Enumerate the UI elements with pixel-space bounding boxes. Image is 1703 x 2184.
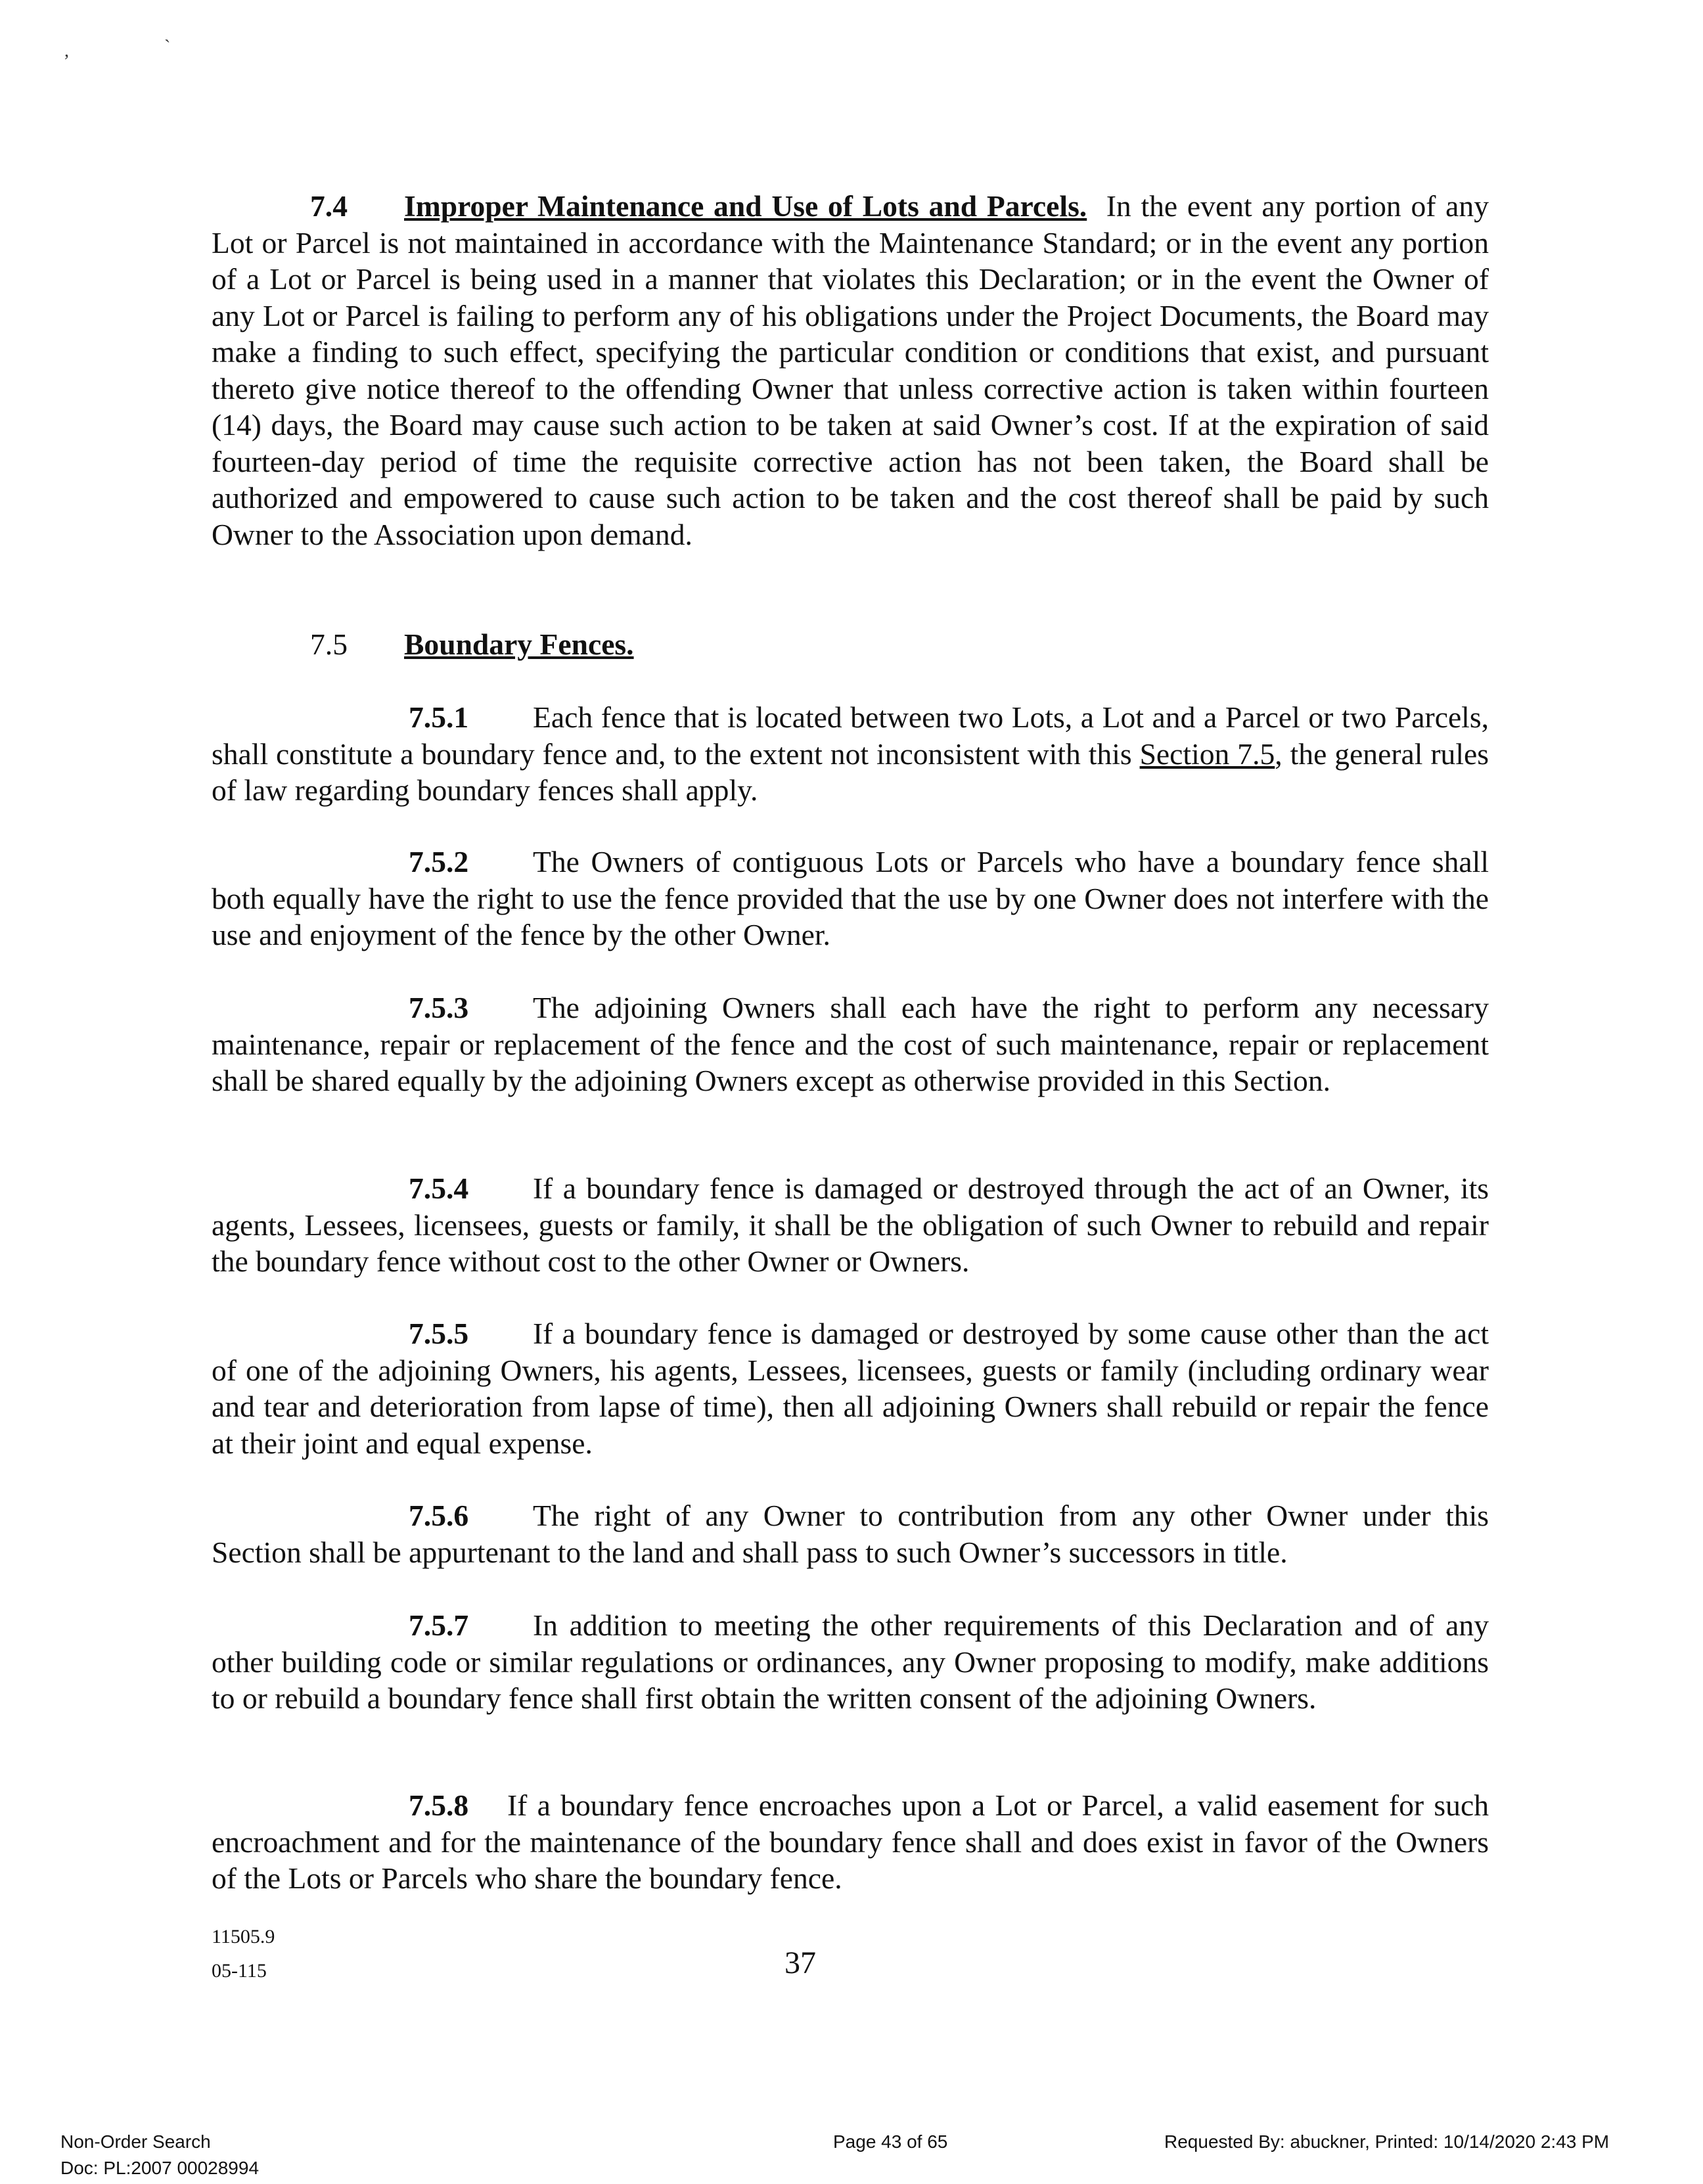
subsection-number: 7.5.5 xyxy=(409,1317,469,1350)
subsection-number: 7.5.4 xyxy=(409,1172,469,1205)
subsection-body: The adjoining Owners shall each have the right to perform any necessary maintenance, repair or replacement of the fence and the cost of such maintenance, repair or replacement shall be shared equally by the adjoining Owners except as otherwise provided in this Section. xyxy=(212,991,1489,1097)
subsection-number: 7.5.3 xyxy=(409,991,469,1024)
subsection-7-5-5 xyxy=(212,1315,1489,1461)
subsection-body: Each fence that is located between two Lots, a Lot and a Parcel or two Parcels, shall constitute a boundary fence and, to the extent not inconsistent with this xyxy=(212,700,1489,771)
subsection-7-5-8 xyxy=(212,1787,1489,1897)
section-7-5-title: Boundary Fences. xyxy=(404,627,634,661)
subsection-number: 7.5.1 xyxy=(409,700,469,734)
subsection-body-end: , the general rules of law regarding boundary fences shall apply. xyxy=(212,737,1489,807)
section-7-4-paragraph xyxy=(212,188,1489,553)
subsection-number: 7.5.7 xyxy=(409,1608,469,1642)
stamp-doc-id: Doc: PL:2007 00028994 xyxy=(60,2158,260,2178)
subsection-body: The Owners of contiguous Lots or Parcels who have a boundary fence shall both equally have the right to use the fence provided that the use by one Owner does not interfere with the use and enjoyment of the fence by the other Owner. xyxy=(212,845,1489,951)
section-7-4-number: 7.4 xyxy=(310,189,348,223)
section-7-4-body: In the event any portion of any Lot or Parcel is not maintained in accordance with the Maintenance Standard; or in the event any portion of a Lot or Parcel is being used in a manner that violates this Declaration; or in the event the Owner of any Lot or Parcel is failing to perform any of his obligations under the Project Documents, the Board may make a finding to such effect, specifying the particular condition or conditions that exist, and pursuant thereto give notice thereof to the offending Owner that unless corrective action is taken within fourteen (14) days, the Board may cause such action to be taken at said Owner’s cost. If at the expiration of said fourteen-day period of time the requisite corrective action has not been taken, the Board shall be authorized and empowered to cause such action to be taken and the cost thereof shall be paid by such Owner to the Association upon demand. xyxy=(212,189,1489,551)
subsection-7-5-3 xyxy=(212,990,1489,1099)
document-code-line-1: 11505.9 xyxy=(212,1926,275,1947)
subsection-7-5-4 xyxy=(212,1170,1489,1280)
page-number: 37 xyxy=(784,1945,816,1980)
scan-speck: ` xyxy=(164,37,171,57)
subsection-7-5-7 xyxy=(212,1607,1489,1717)
scan-speck: , xyxy=(64,41,69,61)
subsection-body: The right of any Owner to contribution from any other Owner under this Section shall be appurtenant to the land and shall pass to such Owner’s successors in title. xyxy=(212,1499,1489,1569)
subsection-7-5-1 xyxy=(212,699,1489,809)
stamp-search-type: Non-Order Search xyxy=(60,2131,211,2152)
subsection-body: If a boundary fence is damaged or destroyed by some cause other than the act of one of the adjoining Owners, his agents, Lessees, licensees, guests or family (including ordinary wear and tear and deterioration from lapse of time), then all adjoining Owners shall rebuild or repair the fence at their joint and equal expense. xyxy=(212,1317,1489,1460)
document-code-line-2: 05-115 xyxy=(212,1960,267,1982)
subsection-body: If a boundary fence encroaches upon a Lot or Parcel, a valid easement for such encroachment and for the maintenance of the boundary fence shall and does exist in favor of the Owners of the Lots or Parcels who share the boundary fence. xyxy=(212,1788,1489,1895)
section-reference: Section 7.5 xyxy=(1139,737,1275,771)
section-7-5-heading xyxy=(212,626,1489,663)
section-7-4-title: Improper Maintenance and Use of Lots and Parcels. xyxy=(404,189,1087,223)
subsection-7-5-2 xyxy=(212,844,1489,953)
subsection-number: 7.5.8 xyxy=(409,1788,469,1822)
subsection-number: 7.5.6 xyxy=(409,1499,469,1532)
subsection-body: In addition to meeting the other requirements of this Declaration and of any other building code or similar regulations or ordinances, any Owner proposing to modify, make additions to or rebuild a boundary fence shall first obtain the written consent of the adjoining Owners. xyxy=(212,1608,1489,1715)
subsection-7-5-6 xyxy=(212,1497,1489,1570)
section-7-5-number: 7.5 xyxy=(310,627,348,661)
subsection-body: If a boundary fence is damaged or destroyed through the act of an Owner, its agents, Lessees, licensees, guests or family, it shall be the obligation of such Owner to rebuild and repair the boundary fence without cost to the other Owner or Owners. xyxy=(212,1172,1489,1278)
stamp-requested-by: Requested By: abuckner, Printed: 10/14/2020 2:43 PM xyxy=(1164,2131,1610,2152)
document-code xyxy=(212,1920,275,1988)
stamp-page-count: Page 43 of 65 xyxy=(833,2131,948,2152)
subsection-number: 7.5.2 xyxy=(409,845,469,878)
